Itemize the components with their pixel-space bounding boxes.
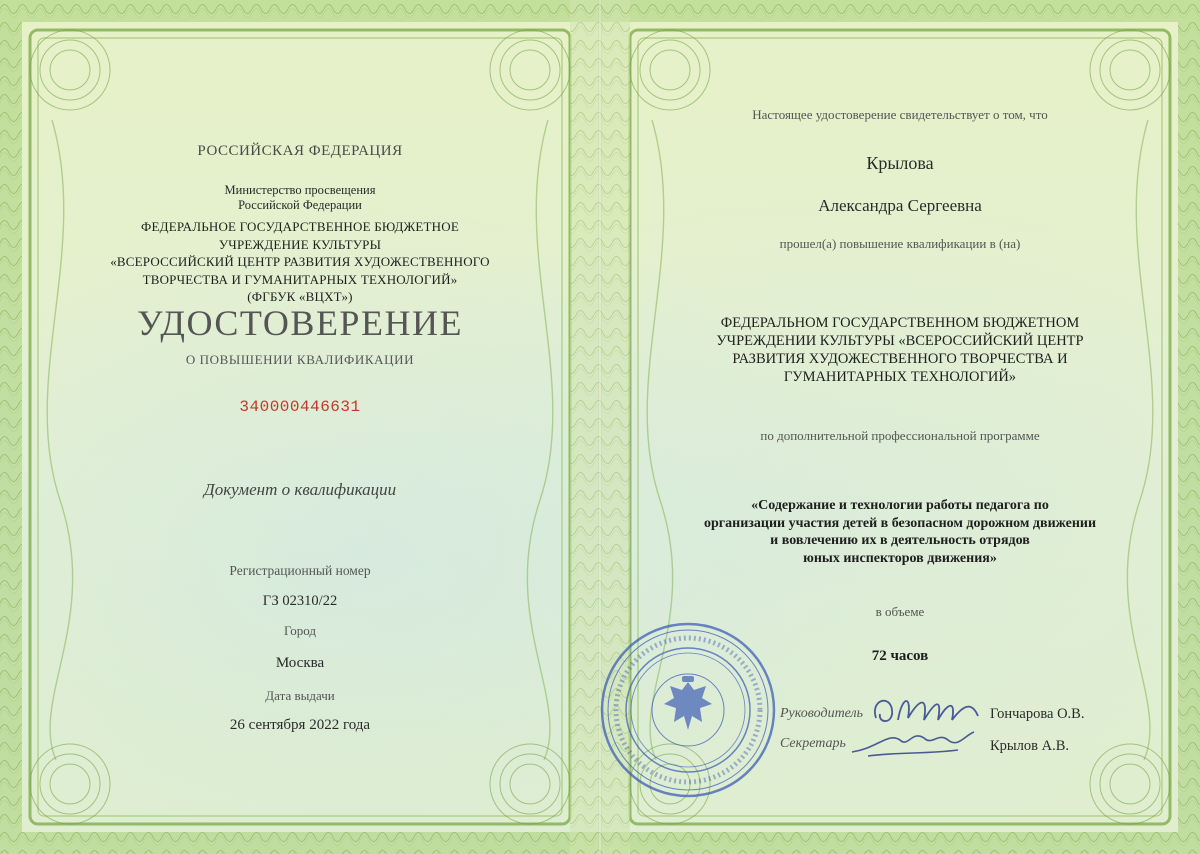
organization-name <box>80 218 520 306</box>
program-line: юных инспекторов движения» <box>803 550 997 566</box>
program-title <box>660 497 1140 567</box>
ministry-name <box>80 183 520 213</box>
program-line: организации участия детей в безопасном дорожном движении <box>703 515 1097 531</box>
organization-line: «ВСЕРОССИЙСКИЙ ЦЕНТР РАЗВИТИЯ ХУДОЖЕСТВЕННОГО <box>110 254 490 269</box>
registration-number: ГЗ 02310/22 <box>262 593 338 609</box>
recipient-given-names: Александра Сергеевна <box>818 196 982 215</box>
document-subtitle: О ПОВЫШЕНИИ КВАЛИФИКАЦИИ <box>185 352 415 367</box>
certificate-number: 340000446631 <box>239 398 361 416</box>
country-heading: РОССИЙСКАЯ ФЕДЕРАЦИЯ <box>197 143 403 159</box>
document-type: Документ о квалификации <box>203 480 397 499</box>
organization-line: (ФГБУК «ВЦХТ») <box>247 289 353 304</box>
city-value: Москва <box>275 655 325 671</box>
institution-line: УЧРЕЖДЕНИИ КУЛЬТУРЫ «ВСЕРОССИЙСКИЙ ЦЕНТР <box>716 333 1084 349</box>
document-title: УДОСТОВЕРЕНИЕ <box>137 303 463 343</box>
signature-role-head: Руководитель <box>780 706 864 721</box>
secretary-signature <box>848 722 978 762</box>
ministry-line: Российской Федерации <box>238 198 362 212</box>
registration-label: Регистрационный номер <box>229 563 371 578</box>
signature-role-secretary: Секретарь <box>780 736 846 751</box>
volume-label: в объеме <box>875 604 925 619</box>
city-label: Город <box>283 623 317 638</box>
recipient-surname: Крылова <box>866 153 934 173</box>
passed-text: прошел(а) повышение квалификации в (на) <box>779 236 1021 251</box>
official-stamp-seal <box>598 620 778 800</box>
issue-date-label: Дата выдачи <box>265 688 335 703</box>
intro-text: Настоящее удостоверение свидетельствует о том, что <box>752 107 1048 122</box>
program-label: по дополнительной профессиональной программе <box>760 428 1040 443</box>
issue-date: 26 сентября 2022 года <box>229 717 371 733</box>
organization-line: ТВОРЧЕСТВА И ГУМАНИТАРНЫХ ТЕХНОЛОГИЙ» <box>142 271 458 287</box>
organization-line: ФЕДЕРАЛЬНОЕ ГОСУДАРСТВЕННОЕ БЮДЖЕТНОЕ <box>141 219 459 234</box>
signature-name-head: Гончарова О.В. <box>990 706 1085 722</box>
program-hours: 72 часов <box>871 648 929 664</box>
organization-line: УЧРЕЖДЕНИЕ КУЛЬТУРЫ <box>218 236 382 252</box>
ministry-line: Министерство просвещения <box>224 183 376 197</box>
institution-line: РАЗВИТИЯ ХУДОЖЕСТВЕННОГО ТВОРЧЕСТВА И <box>732 351 1068 367</box>
program-line: и вовлечению их в деятельность отрядов <box>770 533 1030 548</box>
program-line: «Содержание и технологии работы педагога по <box>751 498 1049 513</box>
institution-line: ФЕДЕРАЛЬНОМ ГОСУДАРСТВЕННОМ БЮДЖЕТНОМ <box>720 315 1080 331</box>
institution-line: ГУМАНИТАРНЫХ ТЕХНОЛОГИЙ» <box>783 369 1017 385</box>
signature-name-secretary: Крылов А.В. <box>990 738 1070 754</box>
institution-name <box>660 314 1140 386</box>
